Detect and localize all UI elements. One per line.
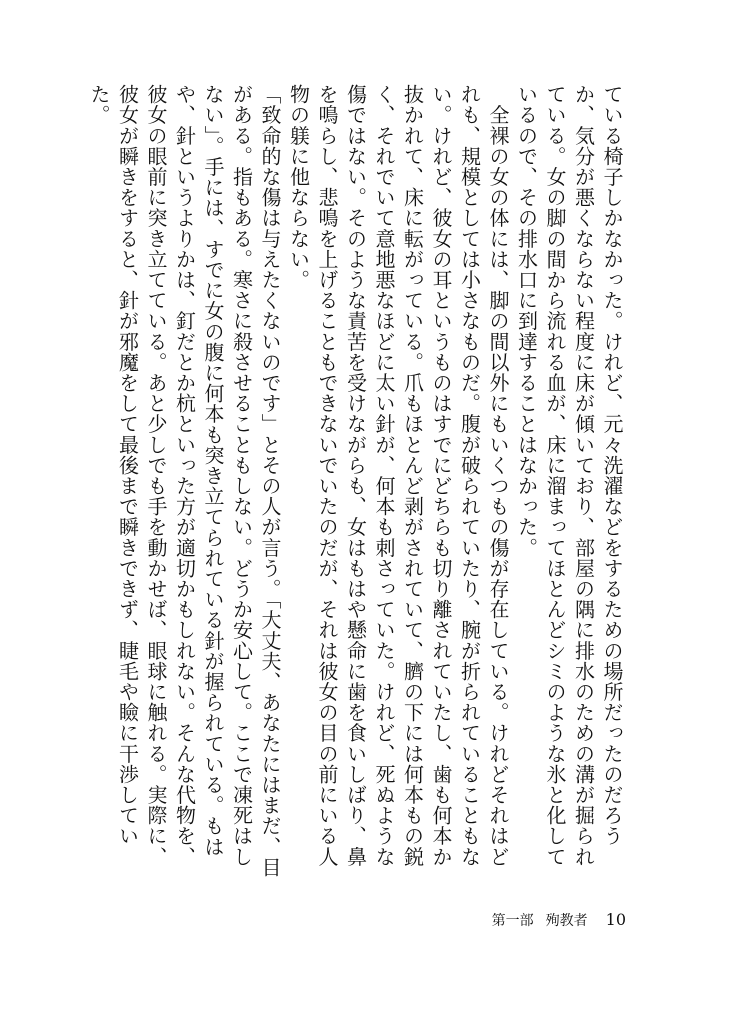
paragraph-3: 「致命的な傷は与えたくないのです」とその人が言う。「大丈夫、あなたにはまだ、目がある。指もある。寒さに殺させることもしない。どうか安心して。ここで凍死はしない」。手には、すでに女の腹に何本も突き立てられている針が握られている。もはや、針というよりかは、釘だとか杭といった方が適切かもしれない。そんな代物を、彼女の眼前に突き立てている。あと少しでも手を動かせば、眼球に触れる。実際に、彼女が瞬きをすると、針が邪魔をして最後まで瞬きできず、睫毛や瞼に干渉していた。: [87, 84, 282, 878]
page-number: 10: [605, 910, 626, 929]
vertical-body-text: [87, 84, 626, 884]
chapter-title: 殉教者: [545, 913, 588, 929]
running-header: [492, 910, 588, 930]
paragraph-1: ている椅子しかなかった。けれど、元々洗濯などをするための場所だったのだろうか、気分が悪くならない程度に床が傾いており、部屋の隅に排水のための溝が掘られている。女の脚の間から流れる血が、床に溜まってほとんどシミのような氷と化しているので、その排水口に到達することはなかった。: [514, 84, 624, 867]
part-label: 第一部: [491, 913, 534, 929]
page-footer: [492, 910, 626, 930]
paragraph-2: 全裸の女の体には、脚の間以外にもいくつもの傷が存在している。けれどそれはどれも、規模としては小さなものだ。腹が破られていたり、腕が折られていることもない。けれど、彼女の耳というものはすでにどちらも切り離されていたし、歯も何本か抜かれて、床に転がっている。爪もほとんど剥がされていて、臍の下には何本もの鋭く、それでいて意地悪なほどに太い針が、何本も刺さっていた。けれど、死ぬような傷ではない。そのような責苦を受けながらも、女はもはや懸命に歯を食いしばり、鼻を鳴らし、悲鳴を上げることもできないでいたのだが、それは彼女の目の前にいる人物の躾に他ならない。: [286, 84, 510, 867]
